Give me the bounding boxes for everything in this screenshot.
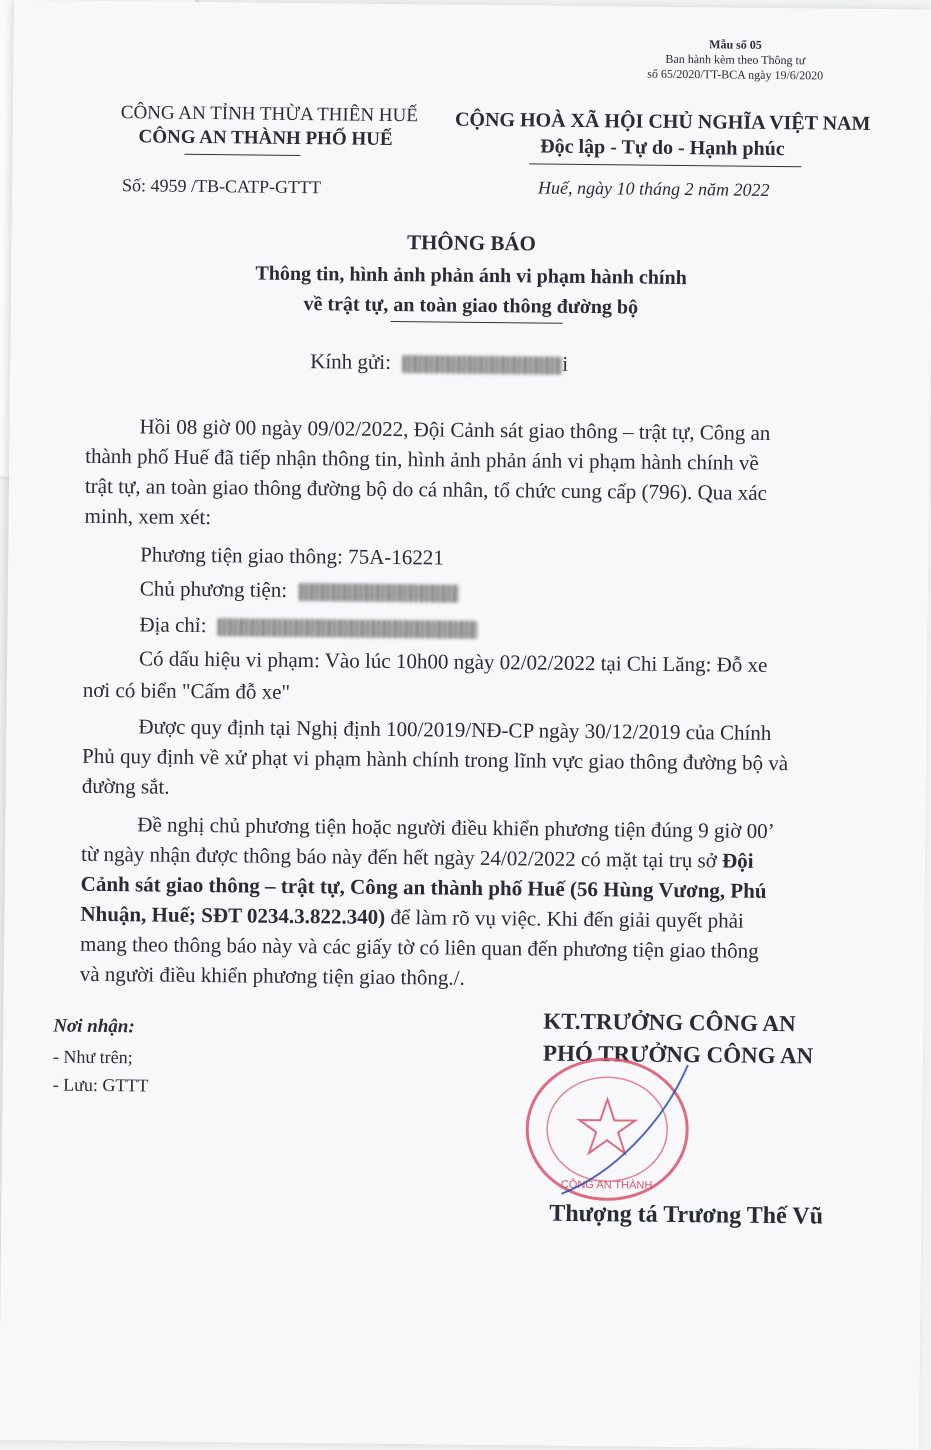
request-line-4-text: để làm rõ vụ việc. Khi đến giải quyết phải <box>390 904 744 933</box>
motto: Độc lập - Tự do - Hạnh phúc <box>540 135 785 161</box>
subtitle-line-2: về trật tự, an toàn giao thông đường bộ <box>303 293 639 319</box>
official-seal-stamp <box>521 1053 693 1205</box>
intro-line-2: thành phố Huế đã tiếp nhận thông tin, hình ảnh phản ánh vi phạm hành chính về <box>85 443 759 475</box>
request-line-6: và người điều khiển phương tiện giao thông./. <box>79 961 465 990</box>
greeting-suffix: i <box>562 351 569 376</box>
document-title: THÔNG BÁO <box>406 230 537 256</box>
stamp-text: CÔNG AN THÀNH <box>560 1178 653 1192</box>
signature-title-line-1: KT.TRƯỞNG CÔNG AN <box>543 1008 796 1037</box>
national-motto <box>442 106 883 163</box>
regulation-line-2: Phủ quy định về xử phạt vi phạm hành chính trong lĩnh vực giao thông đường bộ và <box>81 743 789 776</box>
redacted-recipient-name <box>402 355 562 375</box>
form-number: Mẫu số 05 <box>709 37 762 52</box>
star-icon <box>579 1099 636 1154</box>
agency-parent: CÔNG AN TỈNH THỪA THIÊN HUẾ <box>120 102 419 127</box>
intro-line-3: trật tự, an toàn giao thông đường bộ do cá nhân, tổ chức cung cấp (796). Qua xác <box>84 473 768 505</box>
request-line-5: mang theo thông báo này và các giấy tờ có liên quan đến phương tiện giao thông <box>79 931 759 963</box>
signer-name: Thượng tá Trương Thế Vũ <box>549 1200 824 1230</box>
request-line-2-bold: Đội <box>721 848 754 873</box>
motto-underline <box>529 163 801 167</box>
form-number-block <box>647 37 823 84</box>
request-line-2-text: từ ngày nhận được thông báo này đến hết ngày 24/02/2022 có mặt tại trụ sở <box>80 841 717 873</box>
request-line-1: Đề nghị chủ phương tiện hoặc người điều khiển phương tiện đúng 9 giờ 00’ <box>137 812 775 844</box>
request-line-4-bold: Nhuận, Huế; SĐT 0234.3.822.340) <box>80 901 386 929</box>
document-number: Số: 4959 /TB-CATP-GTTT <box>121 175 322 198</box>
redacted-owner-name <box>298 583 458 603</box>
intro-line-4: minh, xem xét: <box>84 503 212 530</box>
intro-line-1: Hồi 08 giờ 00 ngày 09/02/2022, Đội Cảnh sát giao thông – trật tự, Công an <box>139 414 771 445</box>
vehicle-owner <box>140 573 459 606</box>
form-issued: Ban hành kèm theo Thông tư <box>665 51 806 68</box>
violation-line-1: Có dấu hiệu vi phạm: Vào lúc 10h00 ngày 02/02/2022 tại Chi Lăng: Đỗ xe <box>138 646 768 677</box>
request-line-3: Cảnh sát giao thông – trật tự, Công an thành phố Huế (56 Hùng Vương, Phú <box>80 871 767 903</box>
form-circular: số 65/2020/TT-BCA ngày 19/6/2020 <box>647 66 824 83</box>
signature-title-line-2: PHÓ TRƯỞNG CÔNG AN <box>542 1040 814 1069</box>
regulation-line-3: đường sắt. <box>81 773 170 799</box>
document-date: Huế, ngày 10 tháng 2 năm 2022 <box>537 177 770 200</box>
greeting-label: Kính gửi: <box>310 349 392 374</box>
agency-name: CÔNG AN THÀNH PHỐ HUẾ <box>138 126 393 150</box>
subtitle-line-1: Thông tin, hình ảnh phản ánh vi phạm hành chính <box>255 262 687 290</box>
issuing-agency <box>120 101 419 152</box>
nation-name: CỘNG HOÀ XÃ HỘI CHỦ NGHĨA VIỆT NAM <box>454 108 871 135</box>
redacted-address <box>218 618 478 639</box>
agency-underline <box>184 154 300 156</box>
recipients-heading: Nơi nhận: <box>53 1015 135 1038</box>
owner-address <box>139 609 478 643</box>
vehicle-plate: Phương tiện giao thông: 75A-16221 <box>140 542 444 570</box>
recipient-item: - Lưu: GTTT <box>52 1074 149 1096</box>
violation-line-2: nơi có biển "Cấm đỗ xe" <box>82 677 291 704</box>
recipient-item: - Như trên; <box>52 1046 133 1068</box>
regulation-line-1: Được quy định tại Nghị định 100/2019/NĐ-CP ngày 30/12/2019 của Chính <box>138 714 772 745</box>
document-subtitle <box>11 256 931 326</box>
owner-label: Chủ phương tiện: <box>139 576 288 602</box>
address-label: Địa chỉ: <box>139 612 207 638</box>
greeting <box>310 349 568 377</box>
